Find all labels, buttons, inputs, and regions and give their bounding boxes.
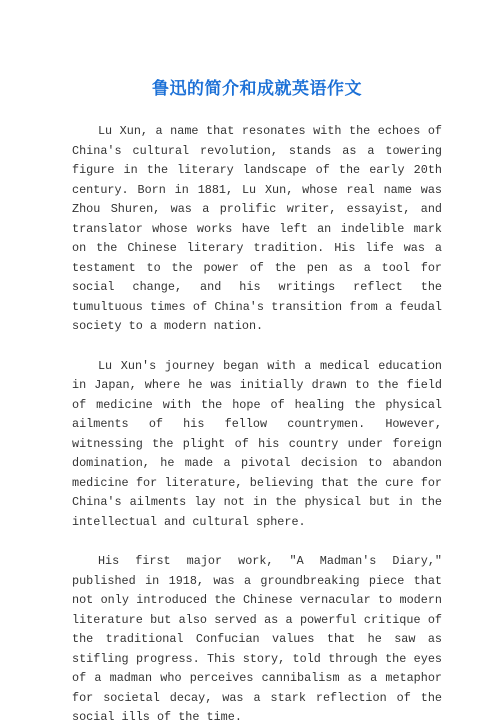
document-title: 鲁迅的简介和成就英语作文 xyxy=(152,79,362,99)
paragraph-3: His first major work, "A Madman's Diary," published in 1918, was a groundbreaking piece that not only introduced the Chinese vernacular to modern literature but also served as a powerful critique of the traditional Confucian values that he saw as stifling progress. This story, told through the eyes of a madman who perceives cannibalism as a metaphor for societal decay, was a stark reflection of the social ills of the time. xyxy=(72,554,442,724)
paragraph-1: Lu Xun, a name that resonates with the echoes of China's cultural revolution, stands as a towering figure in the literary landscape of the early 20th century. Born in 1881, Lu Xun, whose real name was Zhou Shuren, was a prolific writer, essayist, and translator whose works have left an indelible mark on the Chinese literary tradition. His life was a testament to the power of the pen as a tool for social change, and his writings reflect the tumultuous times of China's transition from a feudal society to a modern nation. xyxy=(72,124,442,333)
paragraph-2: Lu Xun's journey began with a medical education in Japan, where he was initially drawn to the field of medicine with the hope of healing the physical ailments of his fellow countrymen. However, witnessing the plight of his country under foreign domination, he made a pivotal decision to abandon medicine for literature, believing that the cure for China's ailments lay not in the physical but in the intellectual and cultural sphere. xyxy=(72,358,442,529)
